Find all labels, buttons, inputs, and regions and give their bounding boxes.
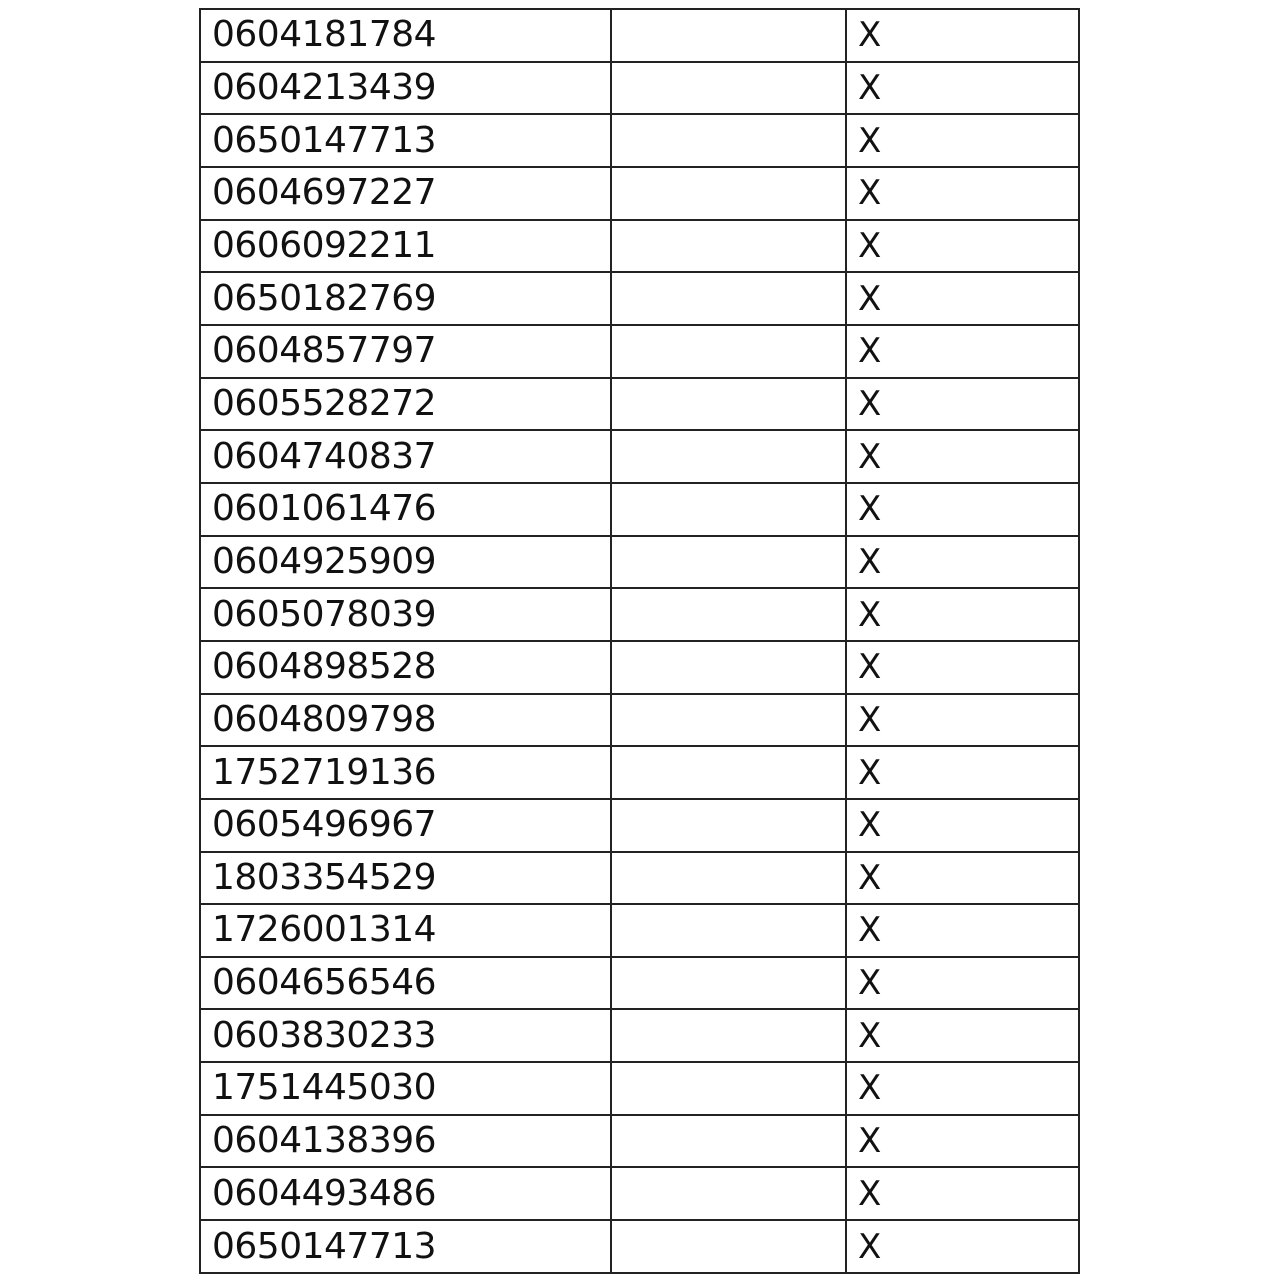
- table-row: [200, 1115, 1079, 1168]
- id-cell: 0604181784: [200, 9, 611, 62]
- mark-cell: X: [846, 536, 1079, 589]
- empty-cell: [611, 957, 846, 1010]
- empty-cell: [611, 1167, 846, 1220]
- id-cell: 0650182769: [200, 272, 611, 325]
- id-cell: 0650147713: [200, 114, 611, 167]
- mark-cell: X: [846, 904, 1079, 957]
- table-row: [200, 325, 1079, 378]
- empty-cell: [611, 799, 846, 852]
- empty-cell: [611, 483, 846, 536]
- table-row: [200, 746, 1079, 799]
- mark-cell: X: [846, 378, 1079, 431]
- table-row: [200, 852, 1079, 905]
- empty-cell: [611, 9, 846, 62]
- id-cell: 0604740837: [200, 430, 611, 483]
- mark-cell: X: [846, 957, 1079, 1010]
- mark-cell: X: [846, 114, 1079, 167]
- empty-cell: [611, 852, 846, 905]
- table-row: [200, 378, 1079, 431]
- id-cell: 0604898528: [200, 641, 611, 694]
- empty-cell: [611, 325, 846, 378]
- empty-cell: [611, 62, 846, 115]
- table-row: [200, 272, 1079, 325]
- table-body: [200, 9, 1079, 1273]
- empty-cell: [611, 272, 846, 325]
- mark-cell: X: [846, 1115, 1079, 1168]
- table-row: [200, 1167, 1079, 1220]
- empty-cell: [611, 536, 846, 589]
- mark-cell: X: [846, 325, 1079, 378]
- table-row: [200, 220, 1079, 273]
- id-cell: 0604809798: [200, 694, 611, 747]
- id-cell: 1752719136: [200, 746, 611, 799]
- id-cell: 0605496967: [200, 799, 611, 852]
- id-cell: 0604493486: [200, 1167, 611, 1220]
- table-row: [200, 430, 1079, 483]
- table-row: [200, 536, 1079, 589]
- id-cell: 0601061476: [200, 483, 611, 536]
- mark-cell: X: [846, 641, 1079, 694]
- table-row: [200, 904, 1079, 957]
- empty-cell: [611, 167, 846, 220]
- mark-cell: X: [846, 483, 1079, 536]
- empty-cell: [611, 114, 846, 167]
- mark-cell: X: [846, 799, 1079, 852]
- mark-cell: X: [846, 272, 1079, 325]
- empty-cell: [611, 220, 846, 273]
- id-cell: 1726001314: [200, 904, 611, 957]
- mark-cell: X: [846, 9, 1079, 62]
- table-row: [200, 641, 1079, 694]
- id-cell: 0650147713: [200, 1220, 611, 1273]
- table-row: [200, 694, 1079, 747]
- id-cell: 0605078039: [200, 588, 611, 641]
- mark-cell: X: [846, 1009, 1079, 1062]
- id-table: [199, 8, 1080, 1274]
- table-row: [200, 799, 1079, 852]
- table-row: [200, 1220, 1079, 1273]
- table-row: [200, 114, 1079, 167]
- id-cell: 0604656546: [200, 957, 611, 1010]
- empty-cell: [611, 694, 846, 747]
- id-cell: 0604138396: [200, 1115, 611, 1168]
- table-row: [200, 483, 1079, 536]
- id-cell: 0604697227: [200, 167, 611, 220]
- mark-cell: X: [846, 62, 1079, 115]
- empty-cell: [611, 430, 846, 483]
- table-row: [200, 1009, 1079, 1062]
- empty-cell: [611, 588, 846, 641]
- mark-cell: X: [846, 430, 1079, 483]
- empty-cell: [611, 641, 846, 694]
- empty-cell: [611, 746, 846, 799]
- empty-cell: [611, 904, 846, 957]
- empty-cell: [611, 1115, 846, 1168]
- table-row: [200, 588, 1079, 641]
- table-row: [200, 167, 1079, 220]
- id-cell: 0604213439: [200, 62, 611, 115]
- mark-cell: X: [846, 694, 1079, 747]
- id-cell: 0606092211: [200, 220, 611, 273]
- id-cell: 1751445030: [200, 1062, 611, 1115]
- mark-cell: X: [846, 852, 1079, 905]
- table-row: [200, 9, 1079, 62]
- table-row: [200, 957, 1079, 1010]
- id-cell: 1803354529: [200, 852, 611, 905]
- mark-cell: X: [846, 588, 1079, 641]
- id-cell: 0604925909: [200, 536, 611, 589]
- empty-cell: [611, 378, 846, 431]
- empty-cell: [611, 1009, 846, 1062]
- empty-cell: [611, 1062, 846, 1115]
- mark-cell: X: [846, 1167, 1079, 1220]
- table-row: [200, 62, 1079, 115]
- mark-cell: X: [846, 1062, 1079, 1115]
- id-cell: 0603830233: [200, 1009, 611, 1062]
- mark-cell: X: [846, 746, 1079, 799]
- id-cell: 0605528272: [200, 378, 611, 431]
- mark-cell: X: [846, 220, 1079, 273]
- mark-cell: X: [846, 1220, 1079, 1273]
- empty-cell: [611, 1220, 846, 1273]
- id-cell: 0604857797: [200, 325, 611, 378]
- mark-cell: X: [846, 167, 1079, 220]
- table-row: [200, 1062, 1079, 1115]
